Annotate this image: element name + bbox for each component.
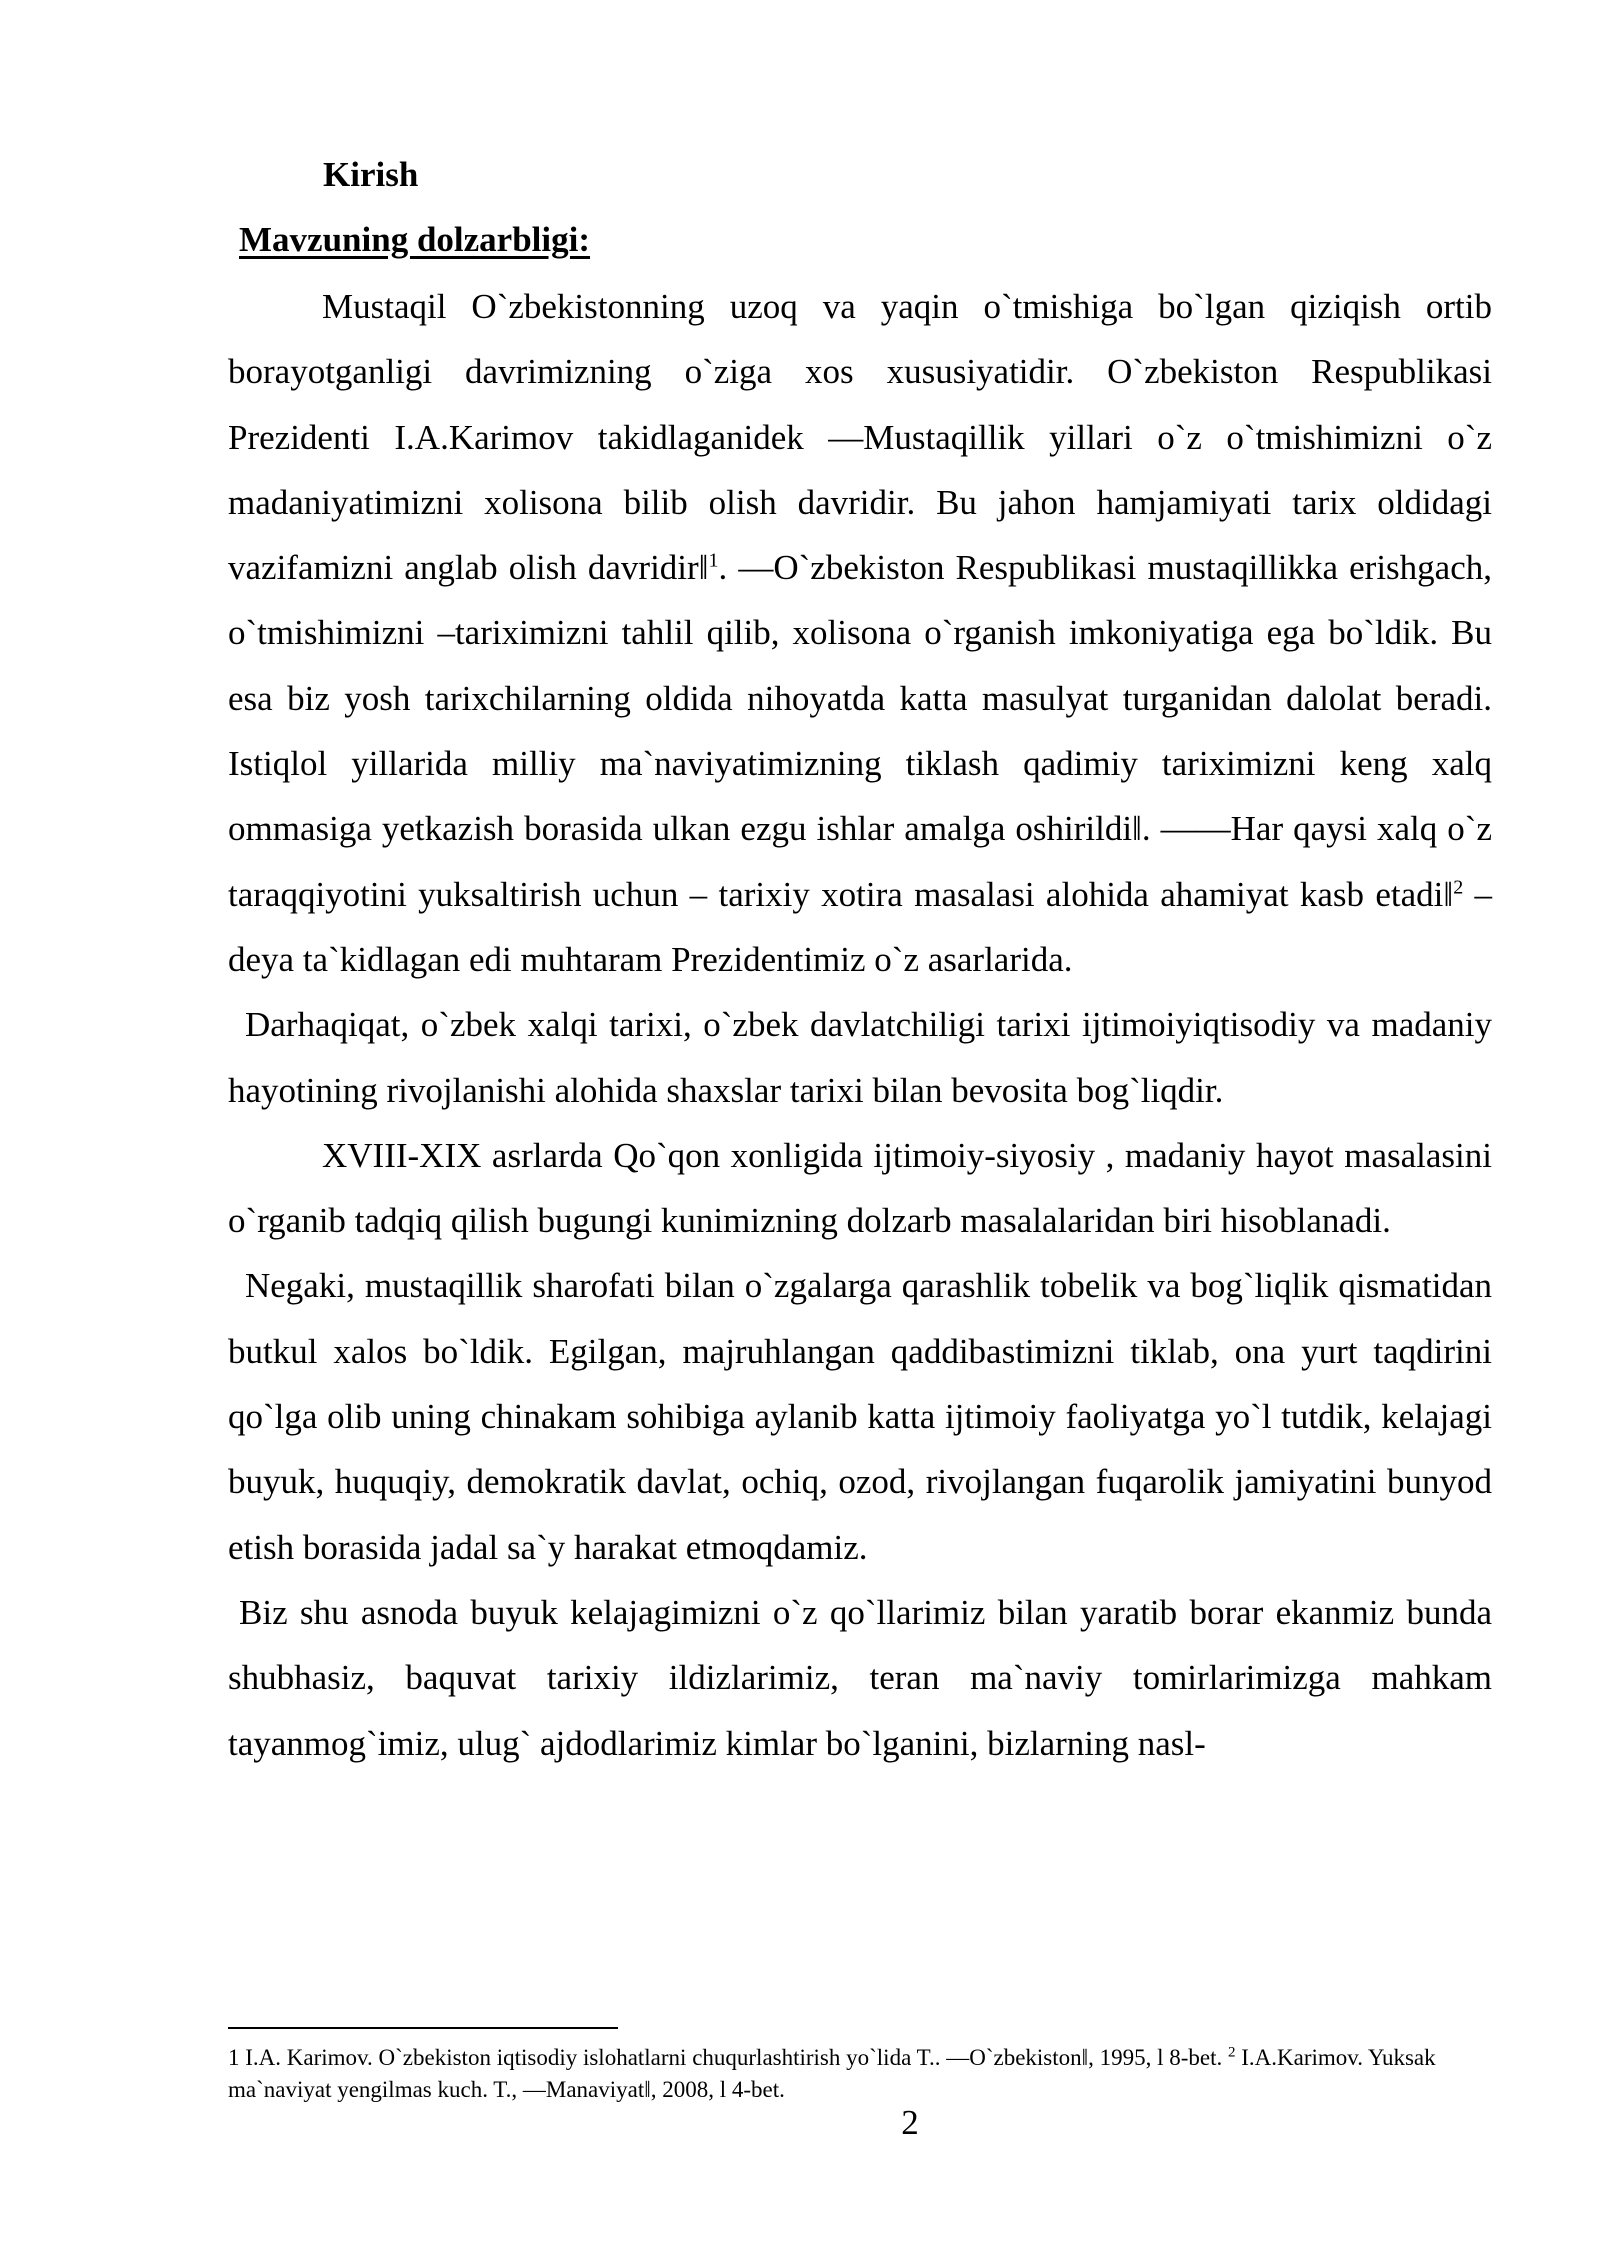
paragraph-1-text-b: . ―O`zbekiston Respublikasi mustaqillikka erishgach, o`tmishimizni –tariximizni tahlil qilib, xolisona o`rganish imkoniyatiga ega bo`ldik. Bu esa biz yosh tarixchilarning oldida nihoyatda katta masulyat turganidan dalolat beradi. Istiqlol yillarida milliy ma`naviyatimizning tiklash qadimiy tariximizni keng xalq ommasiga yetkazish borasida ulkan ezgu ishlar amalga oshirildi‖. ――Har qaysi xalq o`z taraqqiyotini yuksaltirish uchun – tarixiy xotira masalasi alohida ahamiyat kasb etadi‖ (228, 548, 1492, 914)
section-heading: Kirish (323, 155, 419, 194)
paragraph-1-text-c: –deya ta`kidlagan edi muhtaram Prezidentimiz o`z asarlarida. (228, 874, 1493, 979)
footnote-ref-1: 1 (708, 549, 719, 572)
body-text (228, 274, 1492, 1776)
paragraph-4: Negaki, mustaqillik sharofati bilan o`zgalarga qarashlik tobelik va bog`liqlik qismatidan butkul xalos bo`ldik. Egilgan, majruhlangan qaddibastimizni tiklab, ona yurt taqdirini qo`lga olib uning chinakam sohibiga aylanib katta ijtimoiy faoliyatga yo`l tutdik, kelajagi buyuk, huquqiy, demokratik davlat, ochiq, ozod, rivojlangan fuqarolik jamiyatini bunyod etish borasida jadal sa`y harakat etmoqdamiz. (228, 1266, 1492, 1567)
footnote-1: 1 I.A. Karimov. O`zbekiston iqtisodiy islohatlarni chuqurlashtirish yo`lida T.. ―O`zbekiston‖, 1995, l 8-bet. (228, 2045, 1228, 2070)
paragraph-1-text-a: Mustaqil O`zbekistonning uzoq va yaqin o`tmishiga bo`lgan qiziqish ortib borayotganligi davrimizning o`ziga xos xususiyatidir. O`zbekiston Respublikasi Prezidenti I.A.Karimov takidlaganidek ―Mustaqillik yillari o`z o`tmishimizni o`z madaniyatimizni xolisona bilib olish davridir. Bu jahon hamjamiyati tarix oldidagi vazifamizni anglab olish davridir‖ (228, 287, 1492, 588)
footnotes (228, 2042, 1492, 2106)
page-number: 2 (901, 2103, 919, 2142)
footnote-2-marker: 2 (1227, 2044, 1236, 2061)
footnote-separator (228, 2027, 618, 2029)
section-subheading: Mavzuning dolzarbligi: (239, 220, 590, 259)
footnote-2: I.A.Karimov. Yuksak ma`naviyat yengilmas kuch. T., ―Manaviyat‖, 2008, l 4-bet. (228, 2045, 1436, 2102)
footnote-ref-2: 2 (1453, 876, 1464, 899)
paragraph-2: Darhaqiqat, o`zbek xalqi tarixi, o`zbek davlatchiligi tarixi ijtimoiyiqtisodiy va madaniy hayotining rivojlanishi alohida shaxslar tarixi bilan bevosita bog`liqdir. (228, 1005, 1492, 1110)
paragraph-1 (228, 274, 1492, 992)
paragraph-5: Biz shu asnoda buyuk kelajagimizni o`z qo`llarimiz bilan yaratib borar ekanmiz bunda shubhasiz, baquvat tarixiy ildizlarimiz, teran ma`naviy tomirlarimizga mahkam tayanmog`imiz, ulug` ajdodlarimiz kimlar bo`lganini, bizlarning nasl- (228, 1592, 1492, 1763)
paragraph-3: XVIII-XIX asrlarda Qo`qon xonligida ijtimoiy-siyosiy , madaniy hayot masalasini o`rganib tadqiq qilish bugungi kunimizning dolzarb masalalaridan biri hisoblanadi. (228, 1135, 1492, 1241)
